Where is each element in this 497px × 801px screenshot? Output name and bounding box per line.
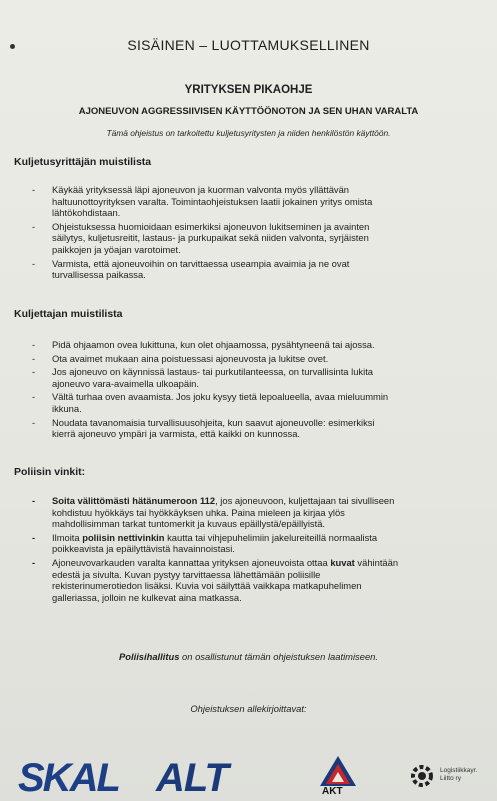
credit-text: on osallistunut tämän ohjeistuksen laatimiseen.	[179, 651, 378, 662]
entrepreneur-section-title: Kuljetusyrittäjän muistilista	[14, 156, 152, 168]
list-item-text: vähintään edestä ja sivulta. Kuvan pystyy tarvittaessa lähettämään poliisille rekisterinumerotiedon lisäksi. Kuvia voi säilyttää vaikkapa matkapuhelimen galleriassa, jolloin ne kulkevat aina matkassa.	[52, 556, 399, 603]
signatories-label: Ohjeistuksen allekirjoittavat:	[190, 703, 307, 714]
list-item-pre: Ajoneuvovarkauden varalta kannattaa yrityksen ajoneuvoista ottaa	[52, 556, 331, 568]
list-item: - Noudata tavanomaisia turvallisuusohjeita, kun saavut ajoneuvolle: esimerkiksi kierrä ajoneuvo ympäri ja varmista, että kaikki on kunnossa.	[32, 417, 388, 440]
list-item: - Ohjeistuksessa huomioidaan esimerkiksi ajoneuvon lukitseminen ja avainten säilytys, kuljetusreitit, lastaus- ja purkupaikat sekä niiden valvonta, syrjäisten paikkojen ja yöajan varotoimet.	[32, 221, 372, 256]
entrepreneur-list	[32, 184, 372, 283]
list-item-bold: kuvat	[330, 556, 355, 568]
list-item: - Käykää yrityksessä läpi ajoneuvon ja kuorman valvonta myös yllättävän haltuunottoyrityksen varalta. Toimintaohjeistuksen laatii jokainen yritys omista lähtökohdistaan.	[32, 184, 372, 219]
list-item	[32, 532, 398, 555]
list-item: - Vältä turhaa oven avaamista. Jos joku kysyy tietä lepoalueella, avaa mieluummin ikkuna.	[32, 391, 388, 414]
skal-logo: SKAL	[18, 756, 119, 800]
list-item-bold: Soita välittömästi hätänumeroon 112	[52, 495, 216, 506]
list-item-pre: Ilmoita	[52, 531, 83, 543]
list-item-bold: poliisin nettivinkin	[82, 531, 165, 543]
list-item-text: kautta tai vihjepuhelimiin jakelureiteillä normaalista poikkeavista ja epäilyttävistä havainnoistasi.	[52, 531, 378, 555]
logistics-logo-text: Logistiikkayr. Liitto ry	[440, 767, 478, 782]
list-item	[32, 557, 398, 603]
confidential-header: SISÄINEN – LUOTTAMUKSELLINEN	[127, 37, 370, 53]
list-item-text: , jos ajoneuvoon, kuljettajaan tai sivulliseen kohdistuu hyökkäys tai hyökkäyksen uhka. Paina mieleen ja kirjaa ylös mahdollisimman tarkat tuntomerkit ja kuvaus epäillystä/epäillyistä.	[52, 495, 395, 530]
list-item: - Varmista, että ajoneuvoihin on tarvittaessa useampia avaimia ja ne ovat turvallisessa paikassa.	[32, 258, 372, 281]
list-item: - Jos ajoneuvo on käynnissä lastaus- tai purkutilanteessa, on turvallisinta lukita ajoneuvo vara-avaimella ulkoapäin.	[32, 366, 388, 389]
list-item	[32, 495, 398, 530]
list-item: - Pidä ohjaamon ovea lukittuna, kun olet ohjaamossa, pysähtyneenä tai ajossa.	[32, 339, 388, 351]
signatory-logos	[0, 750, 497, 801]
alt-logo: ALT	[156, 756, 228, 800]
police-section-title: Poliisin vinkit:	[14, 466, 86, 478]
logistics-gear-icon	[410, 764, 434, 788]
driver-section-title: Kuljettajan muistilista	[14, 308, 123, 320]
intro-text: Tämä ohjeistus on tarkoitettu kuljetusyritysten ja niiden henkilöstön käyttöön.	[106, 128, 391, 138]
driver-list	[32, 339, 388, 442]
document-subtitle: AJONEUVON AGGRESSIIVISEN KÄYTTÖÖNOTON JA SEN UHAN VARALTA	[78, 106, 419, 117]
list-item: - Ota avaimet mukaan aina poistuessasi ajoneuvosta ja lukitse ovet.	[32, 353, 388, 365]
credit-bold: Poliisihallitus	[119, 651, 180, 662]
document-title: YRITYKSEN PIKAOHJE	[184, 84, 313, 96]
credit-line	[0, 651, 497, 662]
police-list	[32, 495, 398, 605]
akt-logo-text: AKT	[322, 786, 343, 797]
